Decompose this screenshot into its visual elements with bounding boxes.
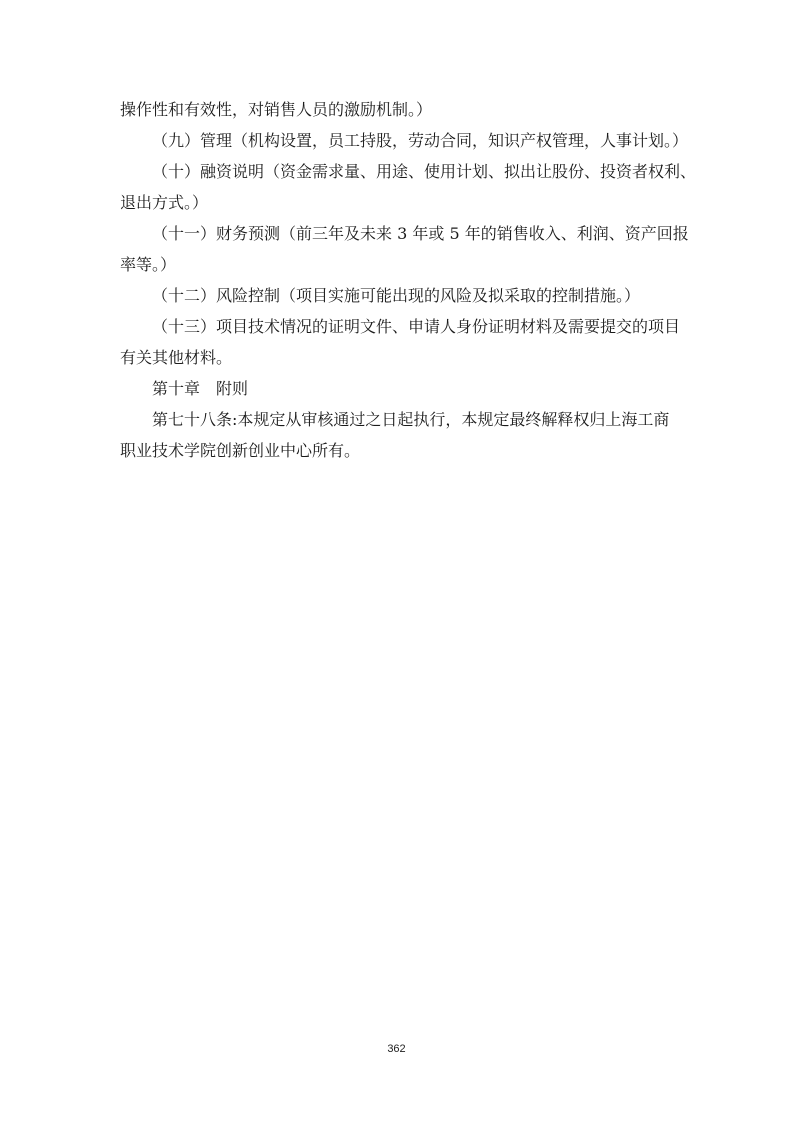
paragraph-line: （十）融资说明（资金需求量、用途、使用计划、拟出让股份、投资者权利、 (152, 162, 697, 181)
article-line: 职业技术学院创新创业中心所有。 (120, 441, 361, 460)
paragraph-line: 操作性和有效性，对销售人员的激励机制。） (120, 100, 433, 119)
paragraph-line: （九）管理（机构设置，员工持股，劳动合同，知识产权管理，人事计划。） (152, 131, 689, 150)
paragraph-line: （十三）项目技术情况的证明文件、申请人身份证明材料及需要提交的项目 (152, 317, 681, 336)
chapter-heading: 第十章 附则 (152, 379, 249, 398)
page-number: 362 (387, 1043, 406, 1055)
paragraph-line: （十一）财务预测（前三年及未来 3 年或 5 年的销售收入、利润、资产回报 (152, 224, 689, 243)
paragraph-line: （十二）风险控制（项目实施可能出现的风险及拟采取的控制措施。） (152, 286, 641, 305)
article-line: 第七十八条:本规定从审核通过之日起执行，本规定最终解释权归上海工商 (152, 410, 670, 429)
paragraph-line: 率等。） (120, 255, 177, 274)
document-body (120, 94, 697, 466)
paragraph-line: 有关其他材料。 (120, 348, 233, 367)
paragraph-line: 退出方式。） (120, 193, 209, 212)
